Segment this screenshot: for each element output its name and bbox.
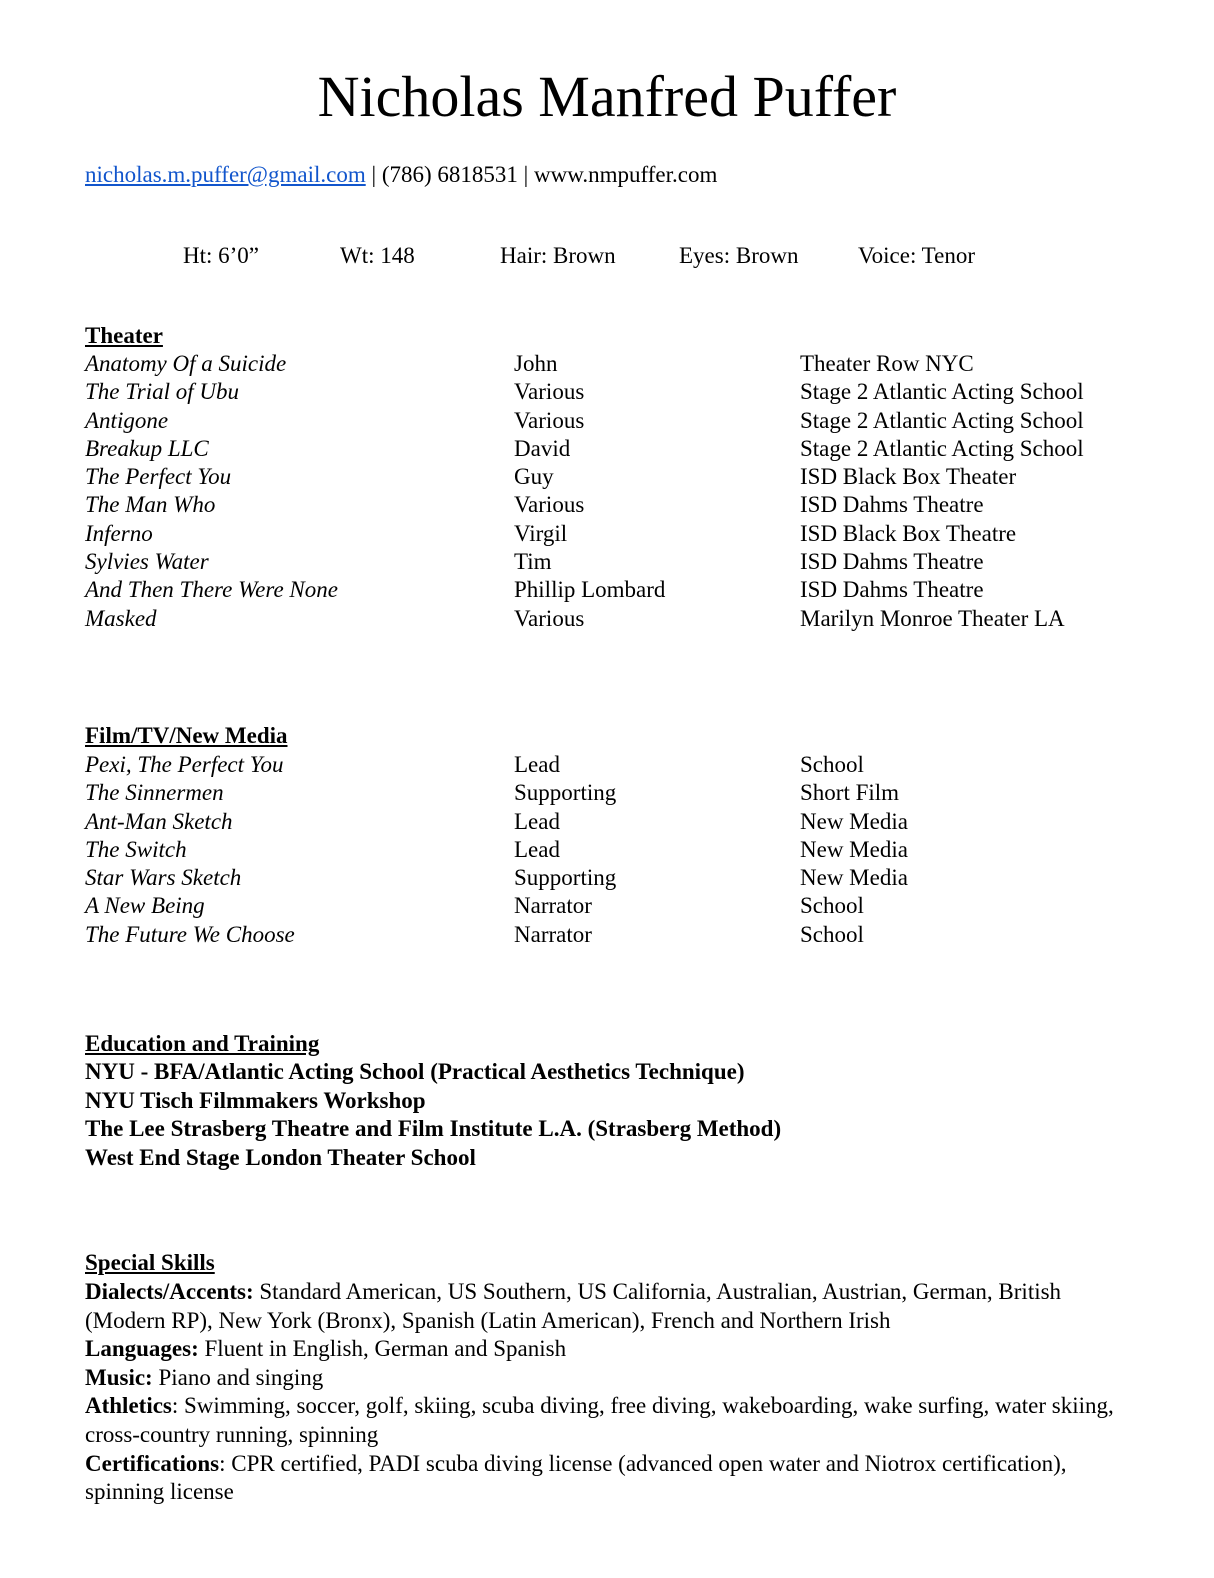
credit-venue: Theater Row NYC [800, 351, 974, 376]
credit-row [85, 779, 1185, 807]
credit-title: The Perfect You [85, 464, 232, 490]
credit-title: A New Being [85, 893, 205, 919]
skill-music [85, 1364, 1115, 1393]
credit-row [85, 463, 1185, 491]
credit-venue: New Media [800, 865, 908, 891]
credit-title: Breakup LLC [85, 435, 209, 461]
film-heading: Film/TV/New Media [85, 723, 288, 748]
credit-role: Various [514, 605, 585, 631]
credit-title: Sylvies Water [85, 549, 209, 575]
credit-role: Various [514, 492, 585, 518]
contact-line [85, 160, 717, 190]
skill-label: Athletics [85, 1393, 172, 1419]
credit-venue: ISD Black Box Theater [800, 464, 1017, 490]
credit-row [85, 864, 1185, 892]
credit-role: Lead [514, 752, 560, 777]
education-item: NYU - BFA/Atlantic Acting School (Practical Aesthetics Technique) [85, 1059, 745, 1084]
credit-row [85, 407, 1185, 435]
credit-row [85, 520, 1185, 548]
credit-row [85, 892, 1185, 920]
credit-role: Various [514, 407, 585, 433]
credit-role: Narrator [514, 893, 592, 919]
credit-role: Supporting [514, 780, 617, 806]
credit-role: John [514, 351, 558, 376]
skill-text: Piano and singing [152, 1364, 324, 1390]
contact-separator: | [517, 162, 535, 187]
stat-height: Ht: 6’0” [183, 243, 260, 268]
credit-row [85, 576, 1185, 604]
credit-title: Star Wars Sketch [85, 865, 242, 891]
credit-row [85, 350, 1185, 378]
credit-role: Virgil [514, 520, 568, 546]
skill-text: Fluent in English, German and Spanish [198, 1336, 567, 1362]
stat-weight: Wt: 148 [340, 243, 415, 268]
skill-label: Music: [85, 1364, 153, 1390]
education-item: The Lee Strasberg Theatre and Film Institute L.A. (Strasberg Method) [85, 1116, 782, 1142]
credit-title: The Man Who [85, 492, 216, 518]
credit-title: The Future We Choose [85, 921, 295, 947]
credit-row [85, 491, 1185, 519]
stat-hair: Hair: Brown [500, 243, 616, 268]
credit-title: Pexi, The Perfect You [85, 752, 284, 777]
credit-title: The Switch [85, 836, 187, 862]
credit-row [85, 808, 1185, 836]
website: www.nmpuffer.com [534, 162, 718, 187]
credit-venue: New Media [800, 808, 908, 834]
credit-row [85, 751, 1185, 779]
education-heading: Education and Training [85, 1031, 320, 1056]
credit-title: Antigone [85, 407, 169, 433]
skill-label: Languages: [85, 1336, 199, 1362]
contact-separator: | [365, 162, 382, 187]
credit-venue: Stage 2 Atlantic Acting School [800, 379, 1084, 405]
credit-role: Guy [514, 464, 554, 490]
credit-title: Inferno [85, 520, 153, 546]
skill-certifications [85, 1450, 1115, 1507]
skill-athletics [85, 1392, 1115, 1449]
education-list [85, 1058, 781, 1172]
credit-row [85, 378, 1185, 406]
skill-label: Dialects/Accents: [85, 1279, 254, 1304]
credit-title: The Sinnermen [85, 780, 224, 806]
theater-credits [85, 350, 1185, 633]
credit-venue: School [800, 752, 864, 777]
credit-venue: School [800, 893, 864, 919]
credit-title: Anatomy Of a Suicide [85, 351, 287, 376]
skills-heading: Special Skills [85, 1250, 215, 1275]
skills-list [85, 1278, 1115, 1507]
credit-role: Supporting [514, 865, 617, 891]
credit-title: Ant-Man Sketch [85, 808, 233, 834]
credit-venue: Short Film [800, 780, 900, 806]
skill-dialects [85, 1278, 1115, 1335]
credit-title: And Then There Were None [85, 577, 338, 603]
credit-role: Various [514, 379, 585, 405]
credit-role: Lead [514, 808, 560, 834]
stat-voice: Voice: Tenor [858, 243, 975, 268]
skill-text: : CPR certified, PADI scuba diving license (advanced open water and Niotrox certification), spinning license [85, 1450, 1067, 1505]
credit-venue: Stage 2 Atlantic Acting School [800, 435, 1084, 461]
credit-role: David [514, 435, 571, 461]
credit-title: The Trial of Ubu [85, 379, 240, 405]
credit-venue: Marilyn Monroe Theater LA [800, 605, 1065, 631]
credit-role: Narrator [514, 921, 592, 947]
credit-row [85, 605, 1185, 633]
credit-venue: ISD Dahms Theatre [800, 577, 984, 603]
theater-heading: Theater [85, 323, 163, 348]
credit-venue: ISD Dahms Theatre [800, 549, 984, 575]
credit-role: Lead [514, 836, 560, 862]
email-link[interactable]: nicholas.m.puffer@gmail.com [85, 162, 366, 187]
stat-eyes: Eyes: Brown [679, 243, 799, 268]
credit-row [85, 921, 1185, 949]
film-credits [85, 751, 1185, 949]
credit-role: Tim [514, 549, 552, 575]
credit-role: Phillip Lombard [514, 577, 666, 603]
credit-venue: Stage 2 Atlantic Acting School [800, 407, 1084, 433]
credit-venue: New Media [800, 836, 908, 862]
education-item: West End Stage London Theater School [85, 1144, 476, 1170]
credit-title: Masked [85, 605, 157, 631]
credit-row [85, 836, 1185, 864]
credit-venue: School [800, 921, 864, 947]
credit-row [85, 548, 1185, 576]
phone-number: (786) 6818531 [381, 162, 518, 187]
credit-row [85, 435, 1185, 463]
skill-languages [85, 1335, 1115, 1364]
education-item: NYU Tisch Filmmakers Workshop [85, 1087, 426, 1113]
skill-text: : Swimming, soccer, golf, skiing, scuba diving, free diving, wakeboarding, wake surfing, water skiing, cross-country running, spinning [85, 1393, 1114, 1447]
credit-venue: ISD Black Box Theatre [800, 520, 1017, 546]
resume-name: Nicholas Manfred Puffer [317, 64, 897, 129]
credit-venue: ISD Dahms Theatre [800, 492, 984, 518]
skill-text: Standard American, US Southern, US California, Australian, Austrian, German, British (Modern RP), New York (Bronx), Spanish (Latin American), French and Northern Irish [85, 1279, 1062, 1333]
skill-label: Certifications [85, 1450, 220, 1476]
